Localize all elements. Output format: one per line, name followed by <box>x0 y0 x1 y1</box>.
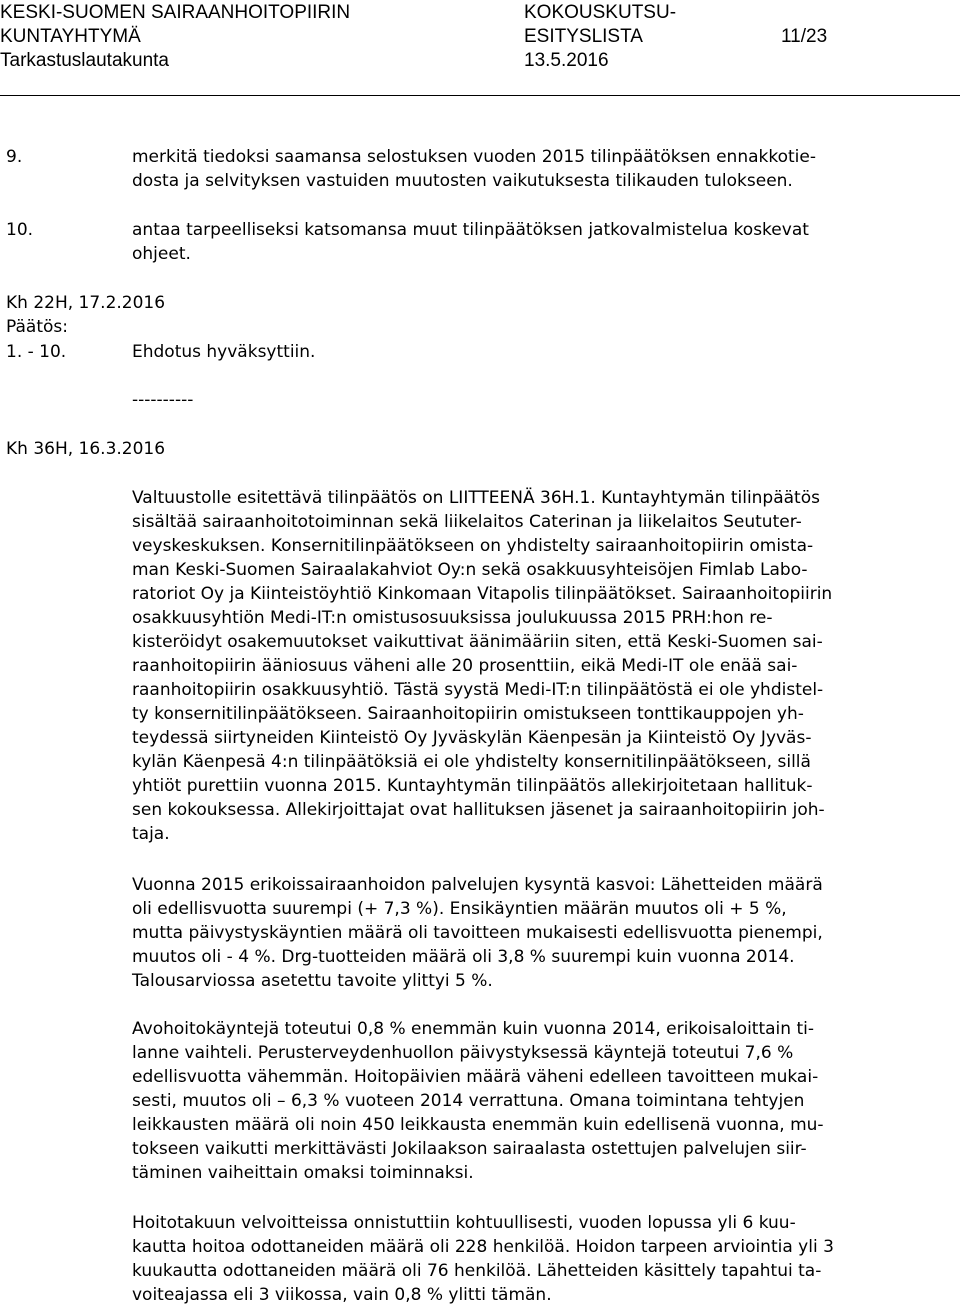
paragraph-line: raanhoitopiirin ääniosuus väheni alle 20 prosenttiin, eikä Medi-IT ole enää sai- <box>132 656 798 676</box>
paragraph-line: mutta päivystyskäyntien määrä oli tavoitteen mukaisesti edellisvuotta pienempi, <box>132 923 823 943</box>
item-text-line: ohjeet. <box>132 244 191 264</box>
header-divider <box>0 95 960 96</box>
paragraph-line: raanhoitopiirin osakkuusyhtiö. Tästä syystä Medi-IT:n tilinpäätöstä ei ole yhdistel- <box>132 680 824 700</box>
body-paragraph <box>132 873 952 993</box>
item-text-line: dosta ja selvityksen vastuiden muutosten vaikutuksesta tilikauden tulokseen. <box>132 171 793 191</box>
section-separator: ---------- <box>132 390 194 410</box>
paragraph-line: tokseen vaikutti merkittävästi Jokilaakson sairaalasta ostettujen palvelujen siir- <box>132 1139 807 1159</box>
org-name-line1: KESKI-SUOMEN SAIRAANHOITOPIIRIN <box>0 2 351 23</box>
decision-label: Päätös: <box>6 317 68 337</box>
paragraph-line: leikkausten määrä oli noin 450 leikkausta enemmän kuin edellisenä vuonna, mu- <box>132 1115 824 1135</box>
body-paragraph <box>132 1017 952 1185</box>
paragraph-line: kautta hoitoa odottaneiden määrä oli 228 henkilöä. Hoidon tarpeen arviointia yli 3 <box>132 1237 834 1257</box>
paragraph-line: man Keski-Suomen Sairaalakahviot Oy:n sekä osakkuusyhteisöjen Fimlab Labo- <box>132 560 808 580</box>
paragraph-line: veyskeskuksen. Konsernitilinpäätökseen on yhdistelty sairaanhoitopiirin omista- <box>132 536 814 556</box>
paragraph-line: edellisvuotta vähemmän. Hoitopäivien määrä väheni edelleen tavoitteen mukai- <box>132 1067 819 1087</box>
org-name-line2: KUNTAYHTYMÄ <box>0 26 141 47</box>
paragraph-line: sen kokouksessa. Allekirjoittajat ovat hallituksen jäsenet ja sairaanhoitopiirin joh- <box>132 800 825 820</box>
page-number: 11/23 <box>781 26 828 47</box>
paragraph-line: ratoriot Oy ja Kiinteistöyhtiö Kinkomaan Vitapolis tilinpäätökset. Sairaanhoitopiirin <box>132 584 833 604</box>
committee-name: Tarkastuslautakunta <box>0 50 169 71</box>
paragraph-line: voiteajassa eli 3 viikossa, vain 0,8 % ylitti tämän. <box>132 1285 552 1305</box>
item-text-line: antaa tarpeelliseksi katsomansa muut tilinpäätöksen jatkovalmistelua koskevat <box>132 220 809 240</box>
meeting-date: 13.5.2016 <box>524 50 609 71</box>
meeting-heading: Kh 36H, 16.3.2016 <box>6 439 166 459</box>
doc-type-line2: ESITYSLISTA <box>524 26 643 47</box>
paragraph-line: osakkuusyhtiön Medi-IT:n omistusosuuksissa joulukuussa 2015 PRH:hon re- <box>132 608 773 628</box>
item-text-line: merkitä tiedoksi saamansa selostuksen vuoden 2015 tilinpäätöksen ennakkotie- <box>132 147 816 167</box>
paragraph-line: teydessä siirtyneiden Kiinteistö Oy Jyväskylän Käenpesän ja Kiinteistö Oy Jyväs- <box>132 728 812 748</box>
item-number: 9. <box>6 147 23 167</box>
paragraph-line: Valtuustolle esitettävä tilinpäätös on LIITTEENÄ 36H.1. Kuntayhtymän tilinpäätös <box>132 488 820 508</box>
body-paragraph <box>132 486 952 846</box>
paragraph-line: kisteröidyt osakemuutokset vaikuttivat äänimääriin siten, että Keski-Suomen sai- <box>132 632 823 652</box>
decision-range: 1. - 10. <box>6 342 67 362</box>
paragraph-line: ty konsernitilinpäätökseen. Sairaanhoitopiirin omistukseen tonttikauppojen yh- <box>132 704 804 724</box>
body-paragraph <box>132 1211 952 1307</box>
paragraph-line: sesti, muutos oli – 6,3 % vuoteen 2014 verrattuna. Omana toimintana tehtyjen <box>132 1091 805 1111</box>
decision-text: Ehdotus hyväksyttiin. <box>132 342 316 362</box>
paragraph-line: kuukautta odottaneiden määrä oli 76 henkilöä. Lähetteiden käsittely tapahtui ta- <box>132 1261 822 1281</box>
paragraph-line: oli edellisvuotta suurempi (+ 7,3 %). Ensikäyntien määrän muutos oli + 5 %, <box>132 899 787 919</box>
paragraph-line: sisältää sairaanhoitotoiminnan sekä liikelaitos Caterinan ja liikelaitos Seututer- <box>132 512 802 532</box>
paragraph-line: yhtiöt purettiin vuonna 2015. Kuntayhtymän tilinpäätös allekirjoitetaan hallituk- <box>132 776 813 796</box>
paragraph-line: Hoitotakuun velvoitteissa onnistuttiin kohtuullisesti, vuoden lopussa yli 6 kuu- <box>132 1213 796 1233</box>
paragraph-line: lanne vaihteli. Perusterveydenhuollon päivystyksessä käyntejä toteutui 7,6 % <box>132 1043 794 1063</box>
paragraph-line: Vuonna 2015 erikoissairaanhoidon palvelujen kysyntä kasvoi: Lähetteiden määrä <box>132 875 823 895</box>
paragraph-line: Talousarviossa asetettu tavoite ylittyi 5 %. <box>132 971 493 991</box>
item-number: 10. <box>6 220 34 240</box>
paragraph-line: kylän Käenpesä 4:n tilinpäätöksiä ei ole yhdistelty konsernitilinpäätökseen, sillä <box>132 752 811 772</box>
paragraph-line: taja. <box>132 824 170 844</box>
document-header <box>0 0 960 96</box>
meeting-heading: Kh 22H, 17.2.2016 <box>6 293 166 313</box>
paragraph-line: täminen vaiheittain omaksi toiminnaksi. <box>132 1163 474 1183</box>
doc-type-line1: KOKOUSKUTSU- <box>524 2 677 23</box>
paragraph-line: Avohoitokäyntejä toteutui 0,8 % enemmän kuin vuonna 2014, erikoisaloittain ti- <box>132 1019 814 1039</box>
paragraph-line: muutos oli - 4 %. Drg-tuotteiden määrä oli 3,8 % suurempi kuin vuonna 2014. <box>132 947 795 967</box>
